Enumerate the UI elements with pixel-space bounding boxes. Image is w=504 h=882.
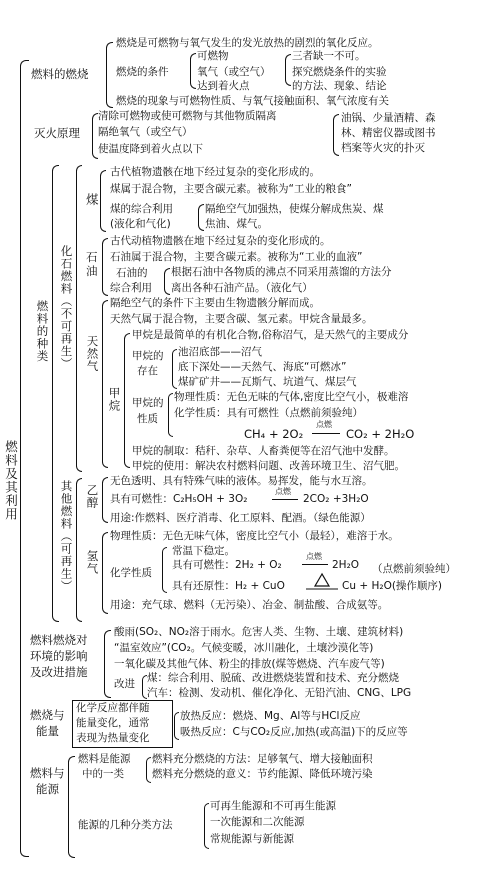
energy-classification-label: 能源的几种分类方法 xyxy=(78,819,173,831)
hydrogen-flammable-left: 具有可燃性：2H₂ + O₂ xyxy=(172,559,282,571)
energy-title-1: 燃烧与 xyxy=(30,708,65,722)
methane-property-label-2: 性质 xyxy=(137,413,158,425)
environment-emissions: 一氧化碳及其他气体、粉尘的排放(煤等燃烧、汽车废气等) xyxy=(114,658,385,670)
natural-gas-origin: 隔绝空气的条件下主要由生物遗骸分解而成。 xyxy=(110,297,320,309)
methane-uses: 甲烷的使用：解决农村燃料问题、改善环境卫生、沼气肥。 xyxy=(132,460,405,472)
combustion-definition: 燃烧是可燃物与氧气发生的发光放热的剧烈的氧化反应。 xyxy=(116,37,379,49)
conditions-note-3: 的方法、现象、结论 xyxy=(292,80,387,92)
fuel-energy-title-1: 燃料与 xyxy=(30,766,65,780)
ethanol-label: 乙醇 xyxy=(85,484,100,509)
methane-chemical-property: 化学性质：具有可燃性（点燃前须验纯） xyxy=(174,407,363,419)
oil-utilization-1: 石油的 xyxy=(116,267,148,279)
ethanol-equation-condition: 点燃 xyxy=(275,487,291,496)
hydrogen-uses: 用途：充气球、燃料（无污染）、冶金、制盐酸、合成氨等。 xyxy=(110,599,389,611)
oil-process-1: 根据石油中各物质的沸点不同采用蒸馏的方法分 xyxy=(171,266,392,278)
coal-utilization-sub: (液化和气化) xyxy=(110,218,171,230)
methane-property-label-1: 甲烷的 xyxy=(132,397,164,409)
coal-process-2: 焦油、煤气。 xyxy=(205,218,268,230)
energy-bracket xyxy=(174,712,179,740)
conditions-note-2: 探究燃烧条件的实验 xyxy=(292,66,387,78)
energy-change-3: 表现为热量变化 xyxy=(76,732,150,744)
classification-bracket xyxy=(204,803,209,849)
condition-oxygen: 氧气（或空气） xyxy=(197,66,271,78)
extinguish-example-1: 油锅、少量酒精、森 xyxy=(341,112,436,124)
section-extinguish-title: 灭火原理 xyxy=(34,126,80,140)
hydrogen-stable: 常温下稳定。 xyxy=(172,545,235,557)
hydrogen-reducing-left: 具有还原性：H₂ + CuO xyxy=(172,580,285,592)
hydrogen-flammable-right: 2H₂O xyxy=(332,559,360,571)
natural-gas-label: 天然气 xyxy=(85,335,100,373)
methane-equation-right: CO₂ + 2H₂O xyxy=(346,427,415,441)
oil-composition: 石油属于混合物，主要含碳元素。被称为“工业的血液” xyxy=(110,251,363,263)
fuel-is-energy-2: 中的一类 xyxy=(82,768,124,780)
oil-origin: 古代动植物遗骸在地下经过复杂的变化形成的。 xyxy=(110,235,331,247)
energy-change-2: 能量变化，通常 xyxy=(76,717,150,729)
methane-existence-3: 煤矿矿井——瓦斯气、坑道气、煤层气 xyxy=(178,376,357,388)
extinguish-isolate: 清除可燃物或使可燃物与其他物质隔离 xyxy=(98,110,277,122)
coal-composition: 煤属于混合物，主要含碳元素。被称为“工业的粮食” xyxy=(110,183,352,195)
hydrogen-physical: 物理性质：无色无味气体，密度比空气小（最轻），难溶于水。 xyxy=(110,530,399,542)
ethanol-combustion-right: 2CO₂ +3H₂O xyxy=(303,493,369,505)
fossil-fuels-label: 化石燃料（不可再生） xyxy=(59,245,74,370)
environment-acid-rain: 酸雨(SO₂、NO₂溶于雨水。危害人类、生物、土壤、建筑材料) xyxy=(114,626,404,638)
methane-equation-condition: 点燃 xyxy=(316,420,332,429)
full-combustion-bracket xyxy=(146,757,151,783)
coal-label: 煤 xyxy=(86,192,99,207)
classification-conventional: 常规能源与新能源 xyxy=(210,833,294,845)
hydrogen-flammable-condition: 点燃 xyxy=(306,552,322,561)
hydrogen-reducing-right: Cu + H₂O(操作顺序) xyxy=(342,580,443,592)
energy-title-2: 能量 xyxy=(36,724,59,738)
environment-title-2: 环境的影响 xyxy=(30,649,88,663)
conditions-note-1: 三者缺一不可。 xyxy=(292,50,366,62)
combustion-conditions-label: 燃烧的条件 xyxy=(116,66,169,78)
root-title: 燃料及其利用 xyxy=(3,440,19,521)
extinguish-example-3: 档案等火灾的扑灭 xyxy=(341,142,425,154)
oil-label-1: 石 xyxy=(86,250,98,264)
combustion-phenomena: 燃烧的现象与可燃物性质、与氧气接触面积、氧气浓度有关 xyxy=(116,95,389,107)
environment-improve-car: 汽车：检测、发动机、催化净化、无铅汽油、CNG、LPG xyxy=(147,687,412,699)
coal-utilization: 煤的综合利用 xyxy=(110,203,173,215)
environment-title-3: 及改进措施 xyxy=(30,665,88,679)
coal-process-1: 隔绝空气加强热，使煤分解成焦炭、煤 xyxy=(205,203,384,215)
oil-process-2: 离出各种石油产品。（液化气） xyxy=(171,282,313,294)
ethanol-uses: 用途:作燃料、医疗消毒、化工原料、配酒。（绿色能源） xyxy=(110,512,371,524)
endothermic-reaction: 吸热反应：C与CO₂反应,加热(或高温)下的反应等 xyxy=(180,726,408,738)
fuel-is-energy-1: 燃料是能源 xyxy=(78,753,131,765)
full-combustion-significance: 燃料充分燃烧的意义：节约能源、降低环境污染 xyxy=(152,768,373,780)
natural-gas-composition: 天然气属于混合物，主要含碳、氢元素。甲烷含量最多。 xyxy=(110,313,373,325)
condition-ignition: 达到着火点 xyxy=(197,80,250,92)
energy-change-1: 化学反应都伴随 xyxy=(76,702,150,714)
classification-primary: 一次能源和二次能源 xyxy=(210,816,305,828)
methane-existence-1: 池沼底部——沼气 xyxy=(178,346,262,358)
methane-production: 甲烷的制取：秸秆、杂草、人畜粪便等在沼气池中发酵。 xyxy=(132,445,395,457)
environment-greenhouse: “温室效应”(CO₂。气候变暖，冰川融化，土壤沙漠化等) xyxy=(114,642,374,654)
oil-label-2: 油 xyxy=(86,264,98,278)
hydrogen-flammable-note: （点燃前须验纯） xyxy=(372,563,456,575)
extinguish-example-2: 林、精密仪器或图书 xyxy=(341,127,436,139)
section-combustion-title: 燃料的燃烧 xyxy=(31,67,89,81)
methane-existence-label-1: 甲烷的 xyxy=(132,350,164,362)
exothermic-reaction: 放热反应：燃烧、Mg、Al等与HCl反应 xyxy=(180,710,361,722)
methane-existence-2: 底下深处——天然气、海底“可燃冰” xyxy=(178,361,347,373)
condition-fuel: 可燃物 xyxy=(197,50,229,62)
oil-utilization-2: 综合利用 xyxy=(110,282,152,294)
methane-label: 甲烷 xyxy=(107,387,122,412)
methane-definition: 甲烷是最简单的有机化合物,俗称沼气，是天然气的主要成分 xyxy=(132,329,409,341)
fuel-energy-title-2: 能源 xyxy=(36,782,59,796)
fuel-energy-bracket xyxy=(68,756,75,858)
full-combustion-method: 燃料充分燃烧的方法：足够氧气、增大接触面积 xyxy=(152,753,373,765)
coal-origin: 古代植物遗骸在地下经过复杂的变化形成的。 xyxy=(110,166,320,178)
environment-title-1: 燃料燃烧对 xyxy=(30,633,88,647)
section-fuel-types-title: 燃料的种类 xyxy=(35,300,50,363)
environment-bracket xyxy=(104,630,111,698)
environment-improve-label: 改进 xyxy=(114,678,135,690)
ethanol-properties: 无色透明、具有特殊气味的液体。易挥发，能与水互溶。 xyxy=(110,475,373,487)
other-fuels-label: 其他燃料（可再生） xyxy=(59,480,74,593)
environment-improve-coal: 煤：综合利用、脱硫、改进燃烧装置和技术、充分燃烧 xyxy=(147,672,399,684)
methane-equation-left: CH₄ + 2O₂ xyxy=(244,427,304,441)
hydrogen-chemical-label: 化学性质 xyxy=(110,567,152,579)
hydrogen-label: 氢气 xyxy=(85,550,100,575)
extinguish-oxygen: 隔绝氧气（或空气） xyxy=(98,126,193,138)
ethanol-combustion-left: 具有可燃性：C₂H₅OH + 3O₂ xyxy=(110,493,248,505)
classification-renewable: 可再生能源和不可再生能源 xyxy=(210,800,336,812)
methane-existence-label-2: 存在 xyxy=(137,365,158,377)
methane-physical-property: 物理性质：无色无味的气体,密度比空气小，极难溶 xyxy=(174,391,409,403)
extinguish-cool: 使温度降到着火点以下 xyxy=(98,143,203,155)
